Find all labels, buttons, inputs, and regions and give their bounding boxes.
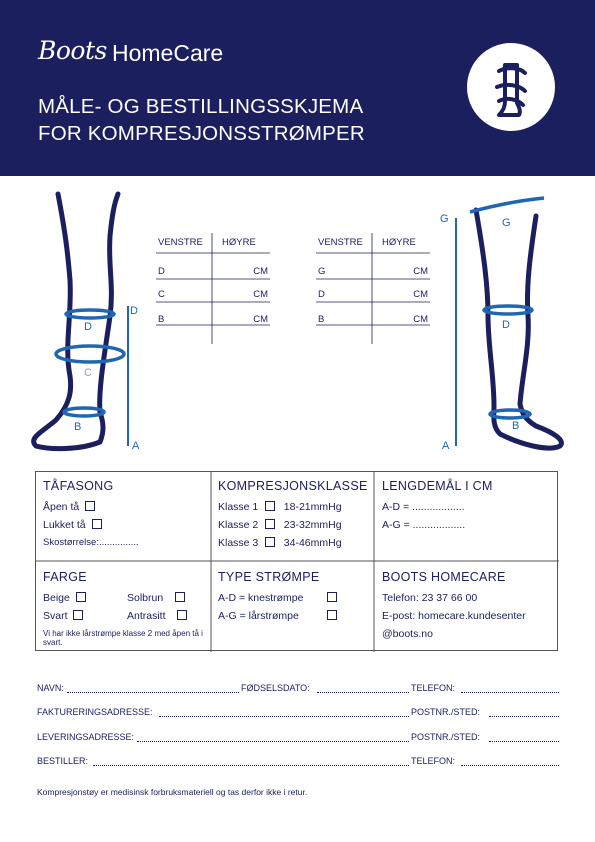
- shoe-size-field[interactable]: Skostørrelse:...............: [43, 537, 139, 548]
- row-unit: CM: [253, 289, 268, 300]
- length-ad-field[interactable]: A-D = ..................: [382, 501, 465, 513]
- color-note: Vi har ikke lårstrømpe klasse 2 med åpen tå i svart.: [43, 629, 203, 647]
- orderer-phone-label: TELEFON:: [411, 756, 456, 766]
- footer-note: Kompresjonstøy er medisinsk forbruksmateriell og tas derfor ikke i retur.: [37, 787, 308, 797]
- knee-line-label-d: D: [130, 305, 138, 317]
- contact-email-1: E-post: homecare.kundesenter: [382, 610, 526, 622]
- knee-label-d: D: [84, 321, 92, 333]
- delivery-zip-input[interactable]: [489, 741, 559, 742]
- orderer-input[interactable]: [93, 765, 409, 766]
- solbrun-option[interactable]: Solbrun: [127, 589, 185, 607]
- kompresjon-section: [218, 477, 368, 552]
- measure-table-lines: [156, 233, 430, 344]
- antrasitt-option[interactable]: Antrasitt: [127, 607, 187, 625]
- thigh-line-label-g: G: [440, 213, 449, 225]
- knee-line-label-a: A: [132, 440, 140, 452]
- form-row-orderer: [37, 756, 559, 770]
- thigh-label-b: B: [512, 420, 520, 432]
- row-unit: CM: [413, 266, 428, 277]
- delivery-label: LEVERINGSADRESSE:: [37, 732, 135, 742]
- type-knee-option[interactable]: A-D = knestrømpe: [218, 589, 337, 607]
- type-section: [218, 568, 337, 625]
- birthdate-input[interactable]: [317, 692, 409, 693]
- contact-section: [382, 568, 526, 643]
- class-2-checkbox[interactable]: [265, 519, 275, 529]
- closed-toe-option[interactable]: Lukket tå: [43, 516, 139, 534]
- row-label: D: [318, 289, 325, 300]
- thigh-label-g: G: [502, 217, 511, 229]
- lengde-section: [382, 477, 493, 534]
- contact-title: BOOTS HOMECARE: [382, 570, 506, 584]
- thigh-line-label-a: A: [442, 440, 450, 452]
- class-1-checkbox[interactable]: [265, 501, 275, 511]
- name-label: NAVN:: [37, 683, 64, 693]
- name-input[interactable]: [67, 692, 239, 693]
- svart-checkbox[interactable]: [73, 610, 83, 620]
- col-hoyre: HØYRE: [222, 237, 256, 248]
- form-row-billing: [37, 707, 559, 721]
- knee-label-c: C: [84, 367, 92, 379]
- thigh-label-d: D: [502, 319, 510, 331]
- row-unit: CM: [413, 289, 428, 300]
- row-label: B: [318, 314, 325, 325]
- delivery-input[interactable]: [137, 741, 409, 742]
- knee-label-b: B: [74, 421, 82, 433]
- farge-section: [43, 568, 208, 647]
- orderer-label: BESTILLER:: [37, 756, 89, 766]
- billing-zip-input[interactable]: [489, 716, 559, 717]
- row-label: B: [158, 314, 165, 325]
- billing-label: FAKTURERINGSADRESSE:: [37, 707, 153, 717]
- phone-label: TELEFON:: [411, 683, 456, 693]
- row-unit: CM: [413, 314, 428, 325]
- title-line-2: FOR KOMPRESJONSSTRØMPER: [38, 122, 365, 145]
- open-toe-checkbox[interactable]: [85, 501, 95, 511]
- row-label: D: [158, 266, 165, 277]
- tafasong-title: TÅFASONG: [43, 479, 114, 493]
- class-1-option[interactable]: Klasse 1 18-21mmHg: [218, 501, 342, 513]
- type-title: TYPE STRØMPE: [218, 570, 320, 584]
- birthdate-label: FØDSELSDATO:: [241, 683, 310, 693]
- row-unit: CM: [253, 314, 268, 325]
- options-grid: [35, 471, 558, 651]
- class-2-option[interactable]: Klasse 2 23-32mmHg: [218, 519, 342, 531]
- col-hoyre: HØYRE: [382, 237, 416, 248]
- form-row-delivery: [37, 732, 559, 746]
- beige-option[interactable]: Beige: [43, 589, 86, 607]
- class-3-option[interactable]: Klasse 3 34-46mmHg: [218, 537, 342, 549]
- title-line-1: MÅLE- OG BESTILLINGSSKJEMA: [38, 95, 364, 118]
- row-unit: CM: [253, 266, 268, 277]
- header-banner: [0, 0, 595, 176]
- phone-input[interactable]: [461, 692, 559, 693]
- contact-phone: Telefon: 23 37 66 00: [382, 592, 478, 604]
- antrasitt-checkbox[interactable]: [177, 610, 187, 620]
- col-venstre: VENSTRE: [318, 237, 363, 248]
- boots-logo: Boots: [38, 36, 107, 65]
- homecare-logo-text: HomeCare: [112, 40, 224, 66]
- page-title: [38, 93, 365, 147]
- delivery-zip-label: POSTNR./STED:: [411, 732, 481, 742]
- type-thigh-checkbox[interactable]: [327, 610, 337, 620]
- solbrun-checkbox[interactable]: [175, 592, 185, 602]
- lengde-title: LENGDEMÅL I CM: [382, 479, 493, 493]
- open-toe-option[interactable]: Åpen tå: [43, 498, 139, 516]
- leg-measurement-diagram: [0, 176, 595, 461]
- row-label: G: [318, 266, 326, 277]
- billing-zip-label: POSTNR./STED:: [411, 707, 481, 717]
- type-thigh-option[interactable]: A-G = lårstrømpe: [218, 607, 337, 625]
- length-ag-field[interactable]: A-G = ..................: [382, 519, 466, 531]
- billing-input[interactable]: [159, 716, 409, 717]
- farge-title: FARGE: [43, 570, 87, 584]
- knee-leg-figure: [34, 194, 118, 449]
- row-label: C: [158, 289, 165, 300]
- closed-toe-checkbox[interactable]: [92, 519, 102, 529]
- kompresjon-title: KOMPRESJONSKLASSE: [218, 479, 368, 493]
- contact-email-2: @boots.no: [382, 628, 433, 640]
- type-knee-checkbox[interactable]: [327, 592, 337, 602]
- class-3-checkbox[interactable]: [265, 537, 275, 547]
- form-row-name: [37, 683, 559, 697]
- tafasong-section: [43, 477, 139, 552]
- col-venstre: VENSTRE: [158, 237, 203, 248]
- svart-option[interactable]: Svart: [43, 607, 83, 625]
- orderer-phone-input[interactable]: [461, 765, 559, 766]
- beige-checkbox[interactable]: [76, 592, 86, 602]
- stocking-icon: [467, 43, 555, 131]
